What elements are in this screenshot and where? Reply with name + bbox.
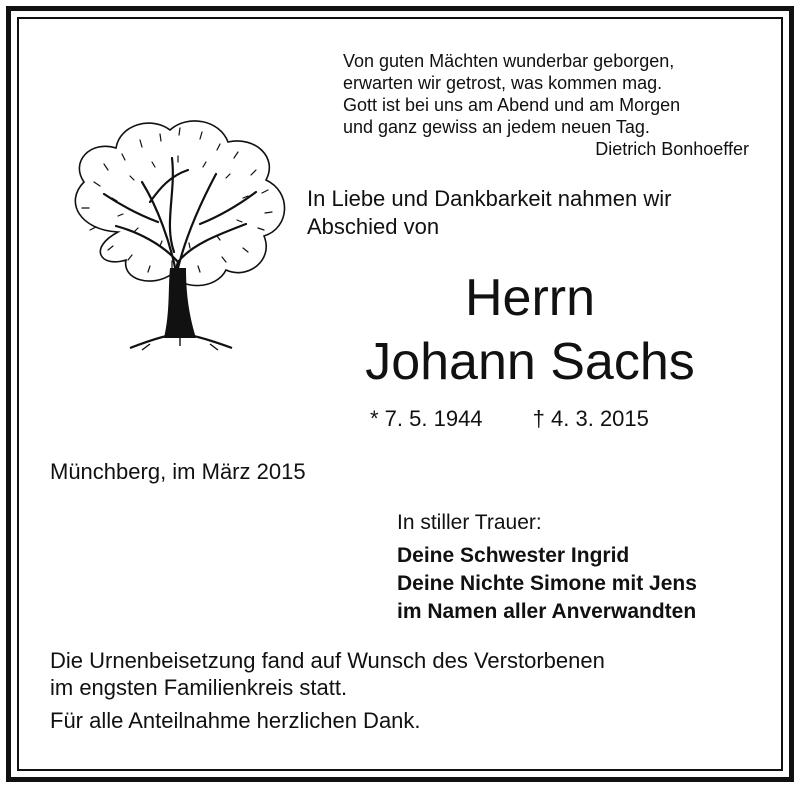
poem-line: erwarten wir getrost, was kommen mag. [343,73,663,93]
intro-line: Abschied von [307,214,440,239]
poem-line: und ganz gewiss an jedem neuen Tag. [343,117,650,137]
farewell-intro [307,185,747,241]
life-dates [370,405,649,433]
death-date: † 4. 3. 2015 [532,406,649,431]
place-and-date: Münchberg, im März 2015 [50,459,306,484]
poem-line: Von guten Mächten wunderbar geborgen, [343,51,675,71]
deceased-name: Johann Sachs [365,333,695,391]
burial-notice-line: Die Urnenbeisetzung fand auf Wunsch des Verstorbenen [50,648,605,673]
intro-line: In Liebe und Dankbarkeit nahmen wir [307,186,672,211]
poem-line: Gott ist bei uns am Abend und am Morgen [343,95,681,115]
poem-author: Dietrich Bonhoeffer [595,139,749,159]
deceased-name-block [300,266,760,394]
burial-notice-line: im engsten Familienkreis statt. [50,675,348,700]
mourners-list [397,542,697,626]
mourner-name: Deine Schwester Ingrid [397,544,630,567]
footer-notice [50,647,605,734]
mourner-name: Deine Nichte Simone mit Jens [397,572,697,595]
thanks-line: Für alle Anteilnahme herzlichen Dank. [50,708,421,733]
salutation: Herrn [464,269,596,327]
birth-date: * 7. 5. 1944 [370,406,483,431]
tree-icon [60,112,300,357]
poem-quote [343,50,753,160]
mourner-name: im Namen aller Anverwandten [397,600,697,623]
mourning-heading: In stiller Trauer: [397,511,542,534]
